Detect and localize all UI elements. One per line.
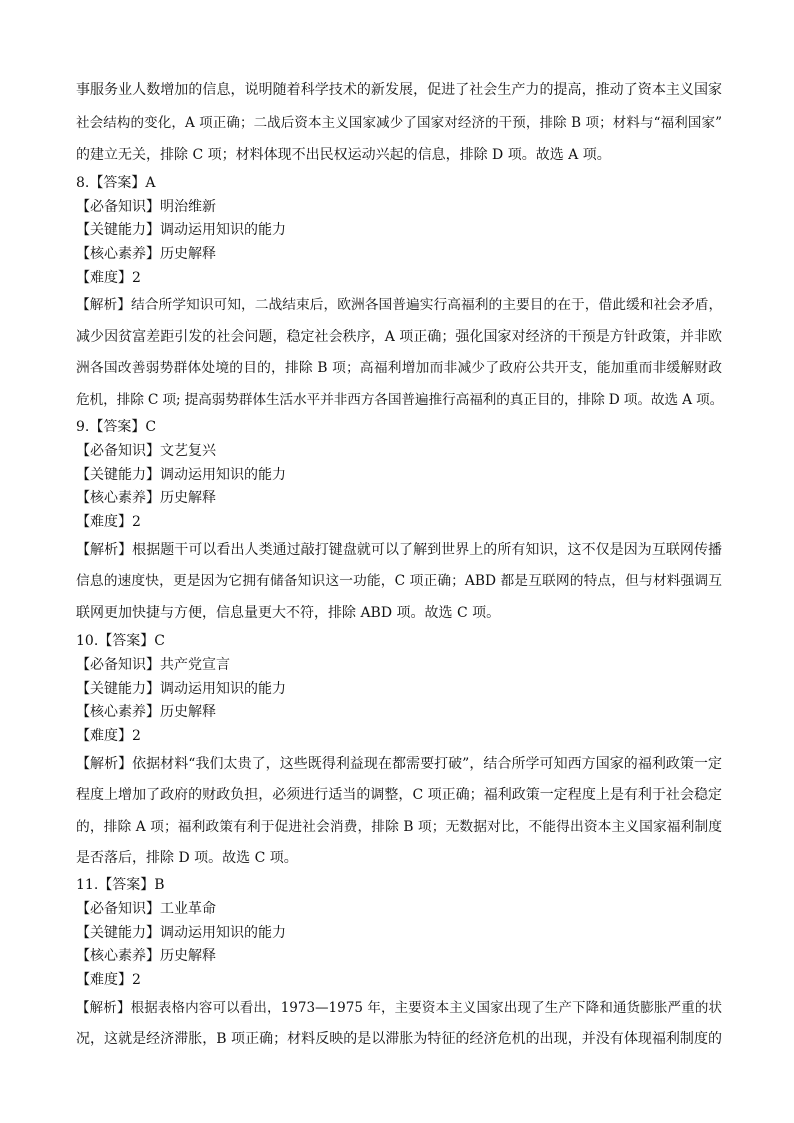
q10-difficulty: 【难度】2 (76, 728, 141, 744)
q8-analysis-line-2: 减少因贫富差距引发的社会问题，稳定社会秩序，A 项正确；强化国家对经济的干预是方针政策，并非欧 (76, 329, 722, 345)
q8-literacy: 【核心素养】历史解释 (76, 246, 216, 262)
q8-analysis-line-3: 洲各国改善弱势群体处境的目的，排除 B 项；高福利增加而非减少了政府公共开支，能加重而非缓解财政 (76, 360, 722, 376)
q9-literacy: 【核心素养】历史解释 (76, 490, 216, 506)
q9-answer: 9.【答案】C (76, 419, 157, 435)
q11-literacy: 【核心素养】历史解释 (76, 948, 216, 964)
q11-analysis-line-1: 【解析】根据表格内容可以看出，1973—1975 年，主要资本主义国家出现了生产下降和通货膨胀严重的状 (76, 1000, 722, 1016)
q11-analysis-line-2: 况，这就是经济滞胀，B 项正确；材料反映的是以滞胀为特征的经济危机的出现，并没有体现福利制度的 (76, 1031, 722, 1047)
q8-analysis-line-1: 【解析】结合所学知识可知，二战结束后，欧洲各国普遍实行高福利的主要目的在于，借此缓和社会矛盾， (76, 297, 723, 313)
intro-line-2: 社会结构的变化，A 项正确；二战后资本主义国家减少了国家对经济的干预，排除 B 项；材料与“福利国家” (76, 115, 722, 131)
intro-line-1: 事服务业人数增加的信息，说明随着科学技术的新发展，促进了社会生产力的提高，推动了资本主义国家 (76, 82, 722, 98)
q10-analysis-line-1: 【解析】依据材料“我们太贵了，这些既得利益现在都需要打破”，结合所学可知西方国家的福利政策一定 (76, 756, 722, 772)
q10-knowledge: 【必备知识】共产党宣言 (76, 657, 230, 673)
q11-knowledge: 【必备知识】工业革命 (76, 901, 216, 917)
q9-analysis-line-3: 联网更加快捷与方便，信息量更大不符，排除 ABD 项。故选 C 项。 (76, 605, 501, 621)
q8-analysis-line-4: 危机，排除 C 项; 提高弱势群体生活水平并非西方各国普遍推行高福利的真正目的，排除 D 项。故选 A 项。 (76, 392, 724, 408)
q9-ability: 【关键能力】调动运用知识的能力 (76, 467, 286, 483)
q10-answer: 10.【答案】C (76, 633, 165, 649)
q10-analysis-line-3: 的，排除 A 项；福利政策有利于促进社会消费，排除 B 项；无数据对比，不能得出资本主义国家福利制度 (76, 819, 722, 835)
q8-difficulty: 【难度】2 (76, 270, 141, 286)
q9-analysis-line-2: 信息的速度快，更是因为它拥有储备知识这一功能，C 项正确；ABD 都是互联网的特点，但与材料强调互 (76, 573, 722, 589)
q8-answer: 8.【答案】A (76, 175, 156, 191)
q10-analysis-line-2: 程度上增加了政府的财政负担，必须进行适当的调整，C 项正确；福利政策一定程度上是有利于社会稳定 (76, 787, 722, 803)
q9-difficulty: 【难度】2 (76, 514, 141, 530)
q9-analysis-line-1: 【解析】根据题干可以看出人类通过敲打键盘就可以了解到世界上的所有知识，这不仅是因为互联网传播 (76, 542, 722, 558)
q8-knowledge: 【必备知识】明治维新 (76, 199, 216, 215)
q11-difficulty: 【难度】2 (76, 972, 141, 988)
q10-ability: 【关键能力】调动运用知识的能力 (76, 681, 286, 697)
q10-literacy: 【核心素养】历史解释 (76, 704, 216, 720)
q11-ability: 【关键能力】调动运用知识的能力 (76, 925, 286, 941)
q9-knowledge: 【必备知识】文艺复兴 (76, 443, 216, 459)
q10-analysis-line-4: 是否落后，排除 D 项。故选 C 项。 (76, 850, 298, 866)
intro-line-3: 的建立无关，排除 C 项；材料体现不出民权运动兴起的信息，排除 D 项。故选 A 项。 (76, 147, 611, 163)
q8-ability: 【关键能力】调动运用知识的能力 (76, 222, 286, 238)
q11-answer: 11.【答案】B (76, 877, 165, 893)
